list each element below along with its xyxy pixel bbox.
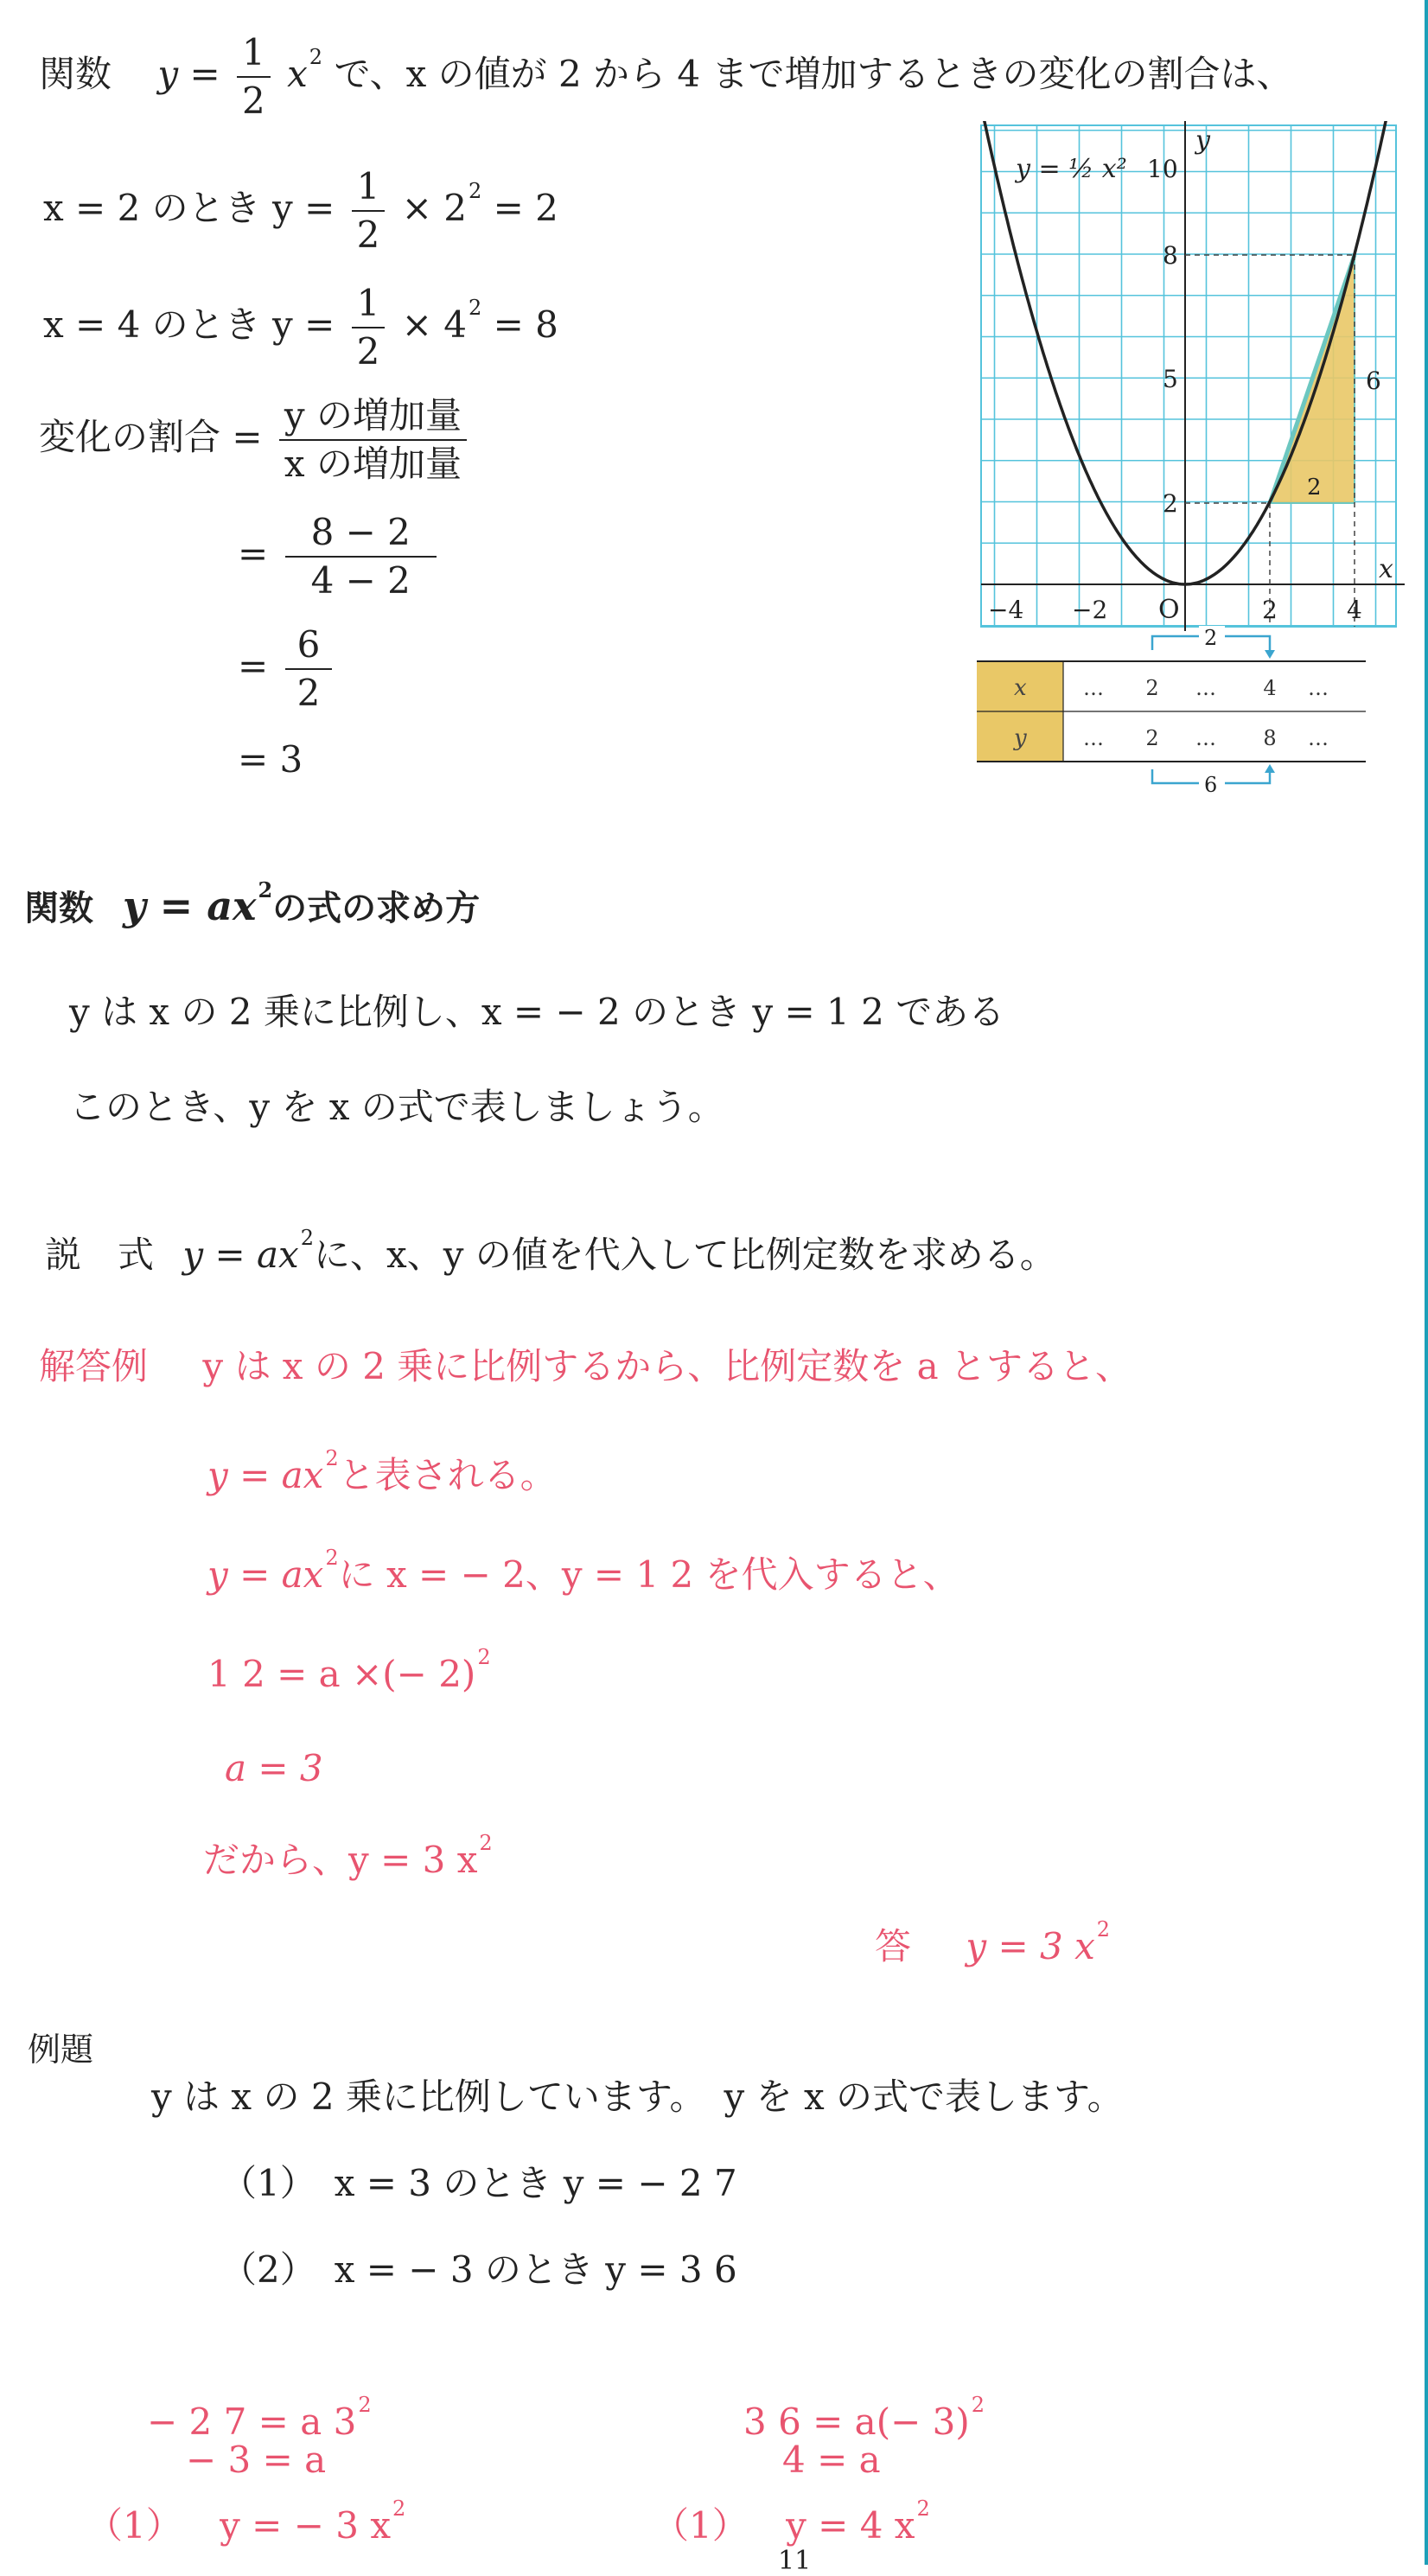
parabola-graph <box>972 121 1405 804</box>
final-formula: y = 3 x <box>966 1925 1095 1967</box>
table-cell: 8 <box>1263 726 1277 750</box>
right-answer-text: y = 4 x <box>786 2504 915 2547</box>
bracket-top-arrow <box>1265 650 1275 659</box>
bracket-bottom-label: 6 <box>1204 773 1218 797</box>
origin-label: O <box>1158 595 1180 625</box>
calc2-fraction <box>352 282 386 373</box>
calc-line-2 <box>43 282 558 373</box>
calc2-prefix: x = 4 のとき y = <box>43 303 335 346</box>
calc-line-1 <box>43 165 558 256</box>
table-y-head: y <box>1014 725 1027 751</box>
line4-text: 1 2 = a ×(− 2) <box>207 1653 476 1695</box>
calc2-sup: 2 <box>469 296 482 320</box>
explanation-line <box>45 1226 1056 1276</box>
right-answer-label: （1） <box>653 2504 749 2547</box>
problem-line-2: このとき、y を x の式で表しましょう。 <box>69 1086 724 1128</box>
rate-fraction <box>279 394 467 485</box>
intro-x: x <box>287 53 308 95</box>
problem-line-1: y は x の 2 乗に比例し、x = − 2 のとき y = 1 2 である <box>69 991 1005 1033</box>
page-number: 11 <box>778 2546 812 2576</box>
line3-sup: 2 <box>325 1546 339 1570</box>
bracket-bottom-arrow <box>1265 764 1275 773</box>
answer-example-line-2 <box>207 1448 557 1494</box>
answer-label: 解答例 <box>39 1345 149 1387</box>
left-answer <box>86 2496 406 2547</box>
example-title: 例題 <box>28 2031 94 2069</box>
y-tick-8: 8 <box>1163 241 1178 270</box>
example-q1: （1） x = 3 のとき y = − 2 7 <box>220 2162 737 2204</box>
right-answer <box>653 2496 930 2547</box>
table-cell: … <box>1308 726 1329 750</box>
equals: = <box>238 532 269 575</box>
y-axis-label: y <box>1195 125 1210 156</box>
line3-formula: y = ax <box>207 1553 324 1596</box>
answer-example-line-6 <box>203 1831 493 1881</box>
calc1-sup: 2 <box>469 179 482 203</box>
run-label: 2 <box>1307 475 1322 501</box>
table-cells <box>1083 676 1329 750</box>
table-cell: 4 <box>1263 676 1277 700</box>
calc1-prefix: x = 2 のとき y = <box>43 187 335 229</box>
rate-line <box>39 394 472 485</box>
left-work-line-1 <box>147 2393 372 2443</box>
frac-den: 4 − 2 <box>310 559 411 602</box>
calc2-rest: × 4 <box>401 303 467 346</box>
intro-prefix: 関数 <box>39 53 112 95</box>
intro-func-y: y = <box>157 53 220 95</box>
calc1-fraction <box>352 165 386 256</box>
explain-rest: に、x、y の値を代入して比例定数を求める。 <box>314 1234 1056 1276</box>
frac-num: 6 <box>285 627 333 670</box>
right-work-line-1 <box>743 2393 985 2443</box>
final-sup: 2 <box>1096 1917 1111 1942</box>
rate-label: 変化の割合 = <box>39 416 263 458</box>
rate-step-1 <box>238 511 442 602</box>
line4-sup: 2 <box>477 1645 491 1669</box>
table-cell: 2 <box>1145 676 1159 700</box>
step2-fraction <box>285 623 333 714</box>
final-label: 答 <box>875 1925 912 1967</box>
right-answer-sup: 2 <box>916 2496 930 2521</box>
page-edge-strip <box>1425 0 1428 2565</box>
frac-den: 2 <box>296 672 321 714</box>
explain-label: 説 式 <box>45 1234 155 1276</box>
line2-rest: と表される。 <box>338 1454 557 1496</box>
frac-num: 8 − 2 <box>285 514 437 558</box>
frac-den: x の増加量 <box>284 443 462 485</box>
equals: = <box>238 645 269 687</box>
table-cell: … <box>1083 676 1104 700</box>
answer-example-line-4 <box>207 1647 491 1693</box>
x-axis-label: x <box>1379 554 1393 584</box>
table-cell: … <box>1195 676 1216 700</box>
calc1-end: = 2 <box>493 187 558 229</box>
frac-den: 2 <box>356 214 380 256</box>
answer-line1: y は x の 2 乗に比例するから、比例定数を a とすると、 <box>202 1345 1132 1387</box>
left-answer-sup: 2 <box>392 2496 406 2521</box>
right-work1-sup: 2 <box>971 2393 985 2417</box>
intro-line <box>39 31 1293 122</box>
frac-den: 2 <box>242 80 265 122</box>
answer-example-line-5: a = 3 <box>225 1747 323 1789</box>
rate-step-2 <box>238 623 337 714</box>
frac-num: 1 <box>352 169 386 212</box>
heading-formula: y = ax <box>122 883 257 929</box>
answer-example-line-1 <box>39 1345 1132 1387</box>
table-x-head: x <box>1014 675 1027 701</box>
calc2-end: = 8 <box>493 303 558 346</box>
heading-prefix: 関数 <box>24 888 93 928</box>
bracket-top-label: 2 <box>1204 626 1218 650</box>
explain-formula: y = ax <box>182 1234 299 1276</box>
intro-sup: 2 <box>309 45 323 69</box>
line2-formula: y = ax <box>207 1454 324 1496</box>
intro-rest: で、x の値が 2 から 4 まで増加するときの変化の割合は、 <box>334 53 1293 95</box>
final-answer <box>875 1919 1110 1965</box>
y-tick-10: 10 <box>1147 155 1178 183</box>
table-cell: … <box>1195 726 1216 750</box>
table-cell: … <box>1308 676 1329 700</box>
line3-rest: に x = − 2、y = 1 2 を代入すると、 <box>338 1553 959 1596</box>
example-q2: （2） x = − 3 のとき y = 3 6 <box>220 2248 737 2291</box>
intro-fraction <box>237 31 271 122</box>
rise-label: 6 <box>1366 367 1381 395</box>
line2-sup: 2 <box>325 1446 339 1470</box>
calc1-rest: × 2 <box>401 187 467 229</box>
left-answer-text: y = − 3 x <box>220 2504 392 2547</box>
explain-sup: 2 <box>300 1226 315 1250</box>
frac-num: 1 <box>352 285 386 328</box>
example-statement: y は x の 2 乗に比例しています。 y を x の式で表します。 <box>151 2075 1124 2118</box>
rate-step-3: = 3 <box>238 738 303 781</box>
step1-fraction <box>285 511 437 602</box>
x-tick-neg2: −2 <box>1072 596 1108 624</box>
section2-heading <box>24 877 480 930</box>
x-tick-neg4: −4 <box>988 596 1024 624</box>
x-tick-4: 4 <box>1347 596 1362 624</box>
line6-sup: 2 <box>479 1831 493 1855</box>
x-tick-2: 2 <box>1262 596 1278 624</box>
left-answer-label: （1） <box>86 2504 182 2547</box>
line6-text: だから、y = 3 x <box>203 1839 478 1881</box>
y-tick-5: 5 <box>1163 365 1178 393</box>
frac-num: y の増加量 <box>279 398 467 441</box>
right-work-line-2: 4 = a <box>782 2439 881 2481</box>
y-tick-2: 2 <box>1163 489 1178 518</box>
frac-den: 2 <box>356 330 380 373</box>
left-work1-sup: 2 <box>358 2393 372 2417</box>
table-cell: 2 <box>1145 726 1159 750</box>
answer-example-line-3 <box>207 1546 959 1596</box>
left-work-line-2: − 3 = a <box>186 2439 327 2481</box>
heading-rest: の式の求め方 <box>272 888 481 928</box>
right-work1-text: 3 6 = a(− 3) <box>743 2401 970 2443</box>
func-label: y = ½ x² <box>1016 154 1127 184</box>
frac-num: 1 <box>237 35 271 78</box>
table-cell: … <box>1083 726 1104 750</box>
heading-sup: 2 <box>258 877 273 902</box>
left-work1-text: − 2 7 = a 3 <box>147 2401 357 2443</box>
